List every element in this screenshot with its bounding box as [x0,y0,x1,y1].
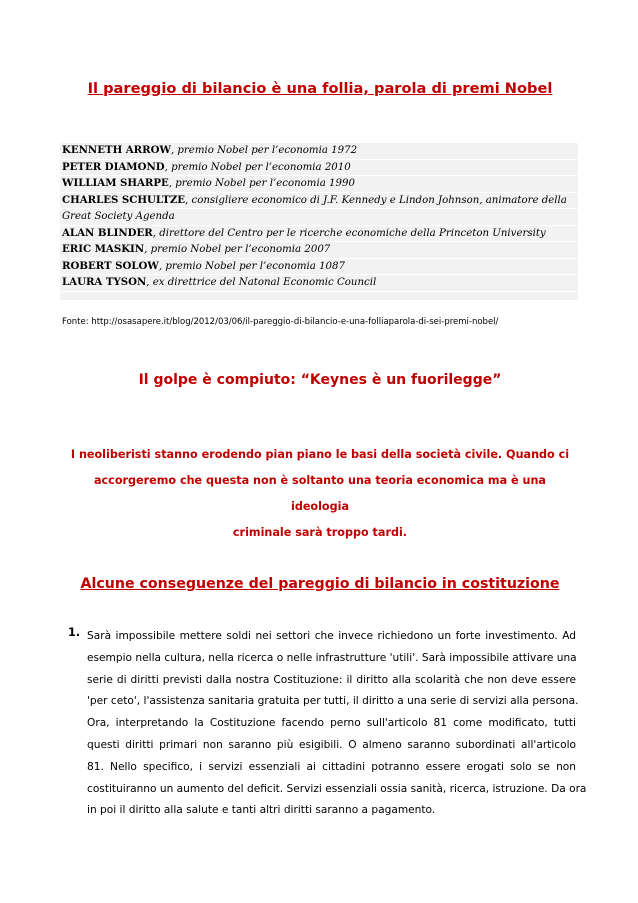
nobel-row: PETER DIAMOND, premio Nobel per l’economia 2010 [60,160,578,177]
nobel-row: ERIC MASKIN, premio Nobel per l’economia 2007 [60,242,578,259]
section-title-golpe: Il golpe è compiuto: “Keynes è un fuorilegge” [138,372,502,388]
list-line: in poi il diritto alla salute e tanti altri diritti saranno a pagamento. [87,804,436,817]
red-quote [70,442,570,546]
nobel-row: KENNETH ARROW, premio Nobel per l’economia 1972 [60,143,578,160]
quote-line: I neoliberisti stanno erodendo pian piano le basi della società civile. Quando ci [70,448,570,461]
nobel-row: CHARLES SCHULTZE, consigliere economico di J.F. Kennedy e Lindon Johnson, animatore della [60,193,578,210]
quote-line: accorgeremo che questa non è soltanto una teoria economica ma è una ideologia [94,474,546,513]
nobel-signatories-box [60,143,578,300]
section-title-conseguenze: Alcune conseguenze del pareggio di bilancio in costituzione [80,576,560,592]
list-number: 1. [68,626,81,639]
list-line: costituiranno un aumento del deficit. Servizi essenziali ossia sanità, ricerca, istruzione. Da ora [87,782,587,795]
nobel-row: ROBERT SOLOW, premio Nobel per l’economia 1087 [60,259,578,276]
list-line: Ora, interpretando la Costituzione facendo perno sull'articolo 81 come modificato, tutti [87,717,576,730]
nobel-row: Great Society Agenda [60,209,578,226]
nobel-row: ALAN BLINDER, direttore del Centro per le ricerche economiche della Princeton University [60,226,578,243]
list-line: esempio nella cultura, nella ricerca o nelle infrastrutture 'utili'. Sarà impossibile attivare una [87,651,577,664]
list-line: 81. Nello specifico, i servizi essenziali ai cittadini potranno essere erogati solo se non [87,760,576,773]
nobel-row: LAURA TYSON, ex direttrice del Natonal Economic Council [60,275,578,292]
nobel-row: WILLIAM SHARPE, premio Nobel per l’economia 1990 [60,176,578,193]
list-line: 'per ceto', l'assistenza sanitaria gratuita per tutti, il diritto a una serie di servizi alla persona. [87,695,579,708]
list-item [87,626,587,822]
main-title: Il pareggio di bilancio è una follia, parola di premi Nobel [87,80,553,97]
quote-line: criminale sarà troppo tardi. [232,526,408,539]
list-line: serie di diritti previsti dalla nostra Costituzione: il diritto alla scolarità che non deve essere [87,673,576,686]
list-line: questi diritti primari non saranno più esigibili. O almeno saranno subordinati all'articolo [87,738,576,751]
source-link[interactable]: Fonte: http://osasapere.it/blog/2012/03/06/il-pareggio-di-bilancio-e-una-folliaparola-di-sei-premi-nobel/ [62,317,499,327]
list-line: Sarà impossibile mettere soldi nei settori che invece richiedono un forte investimento. Ad [87,630,576,642]
